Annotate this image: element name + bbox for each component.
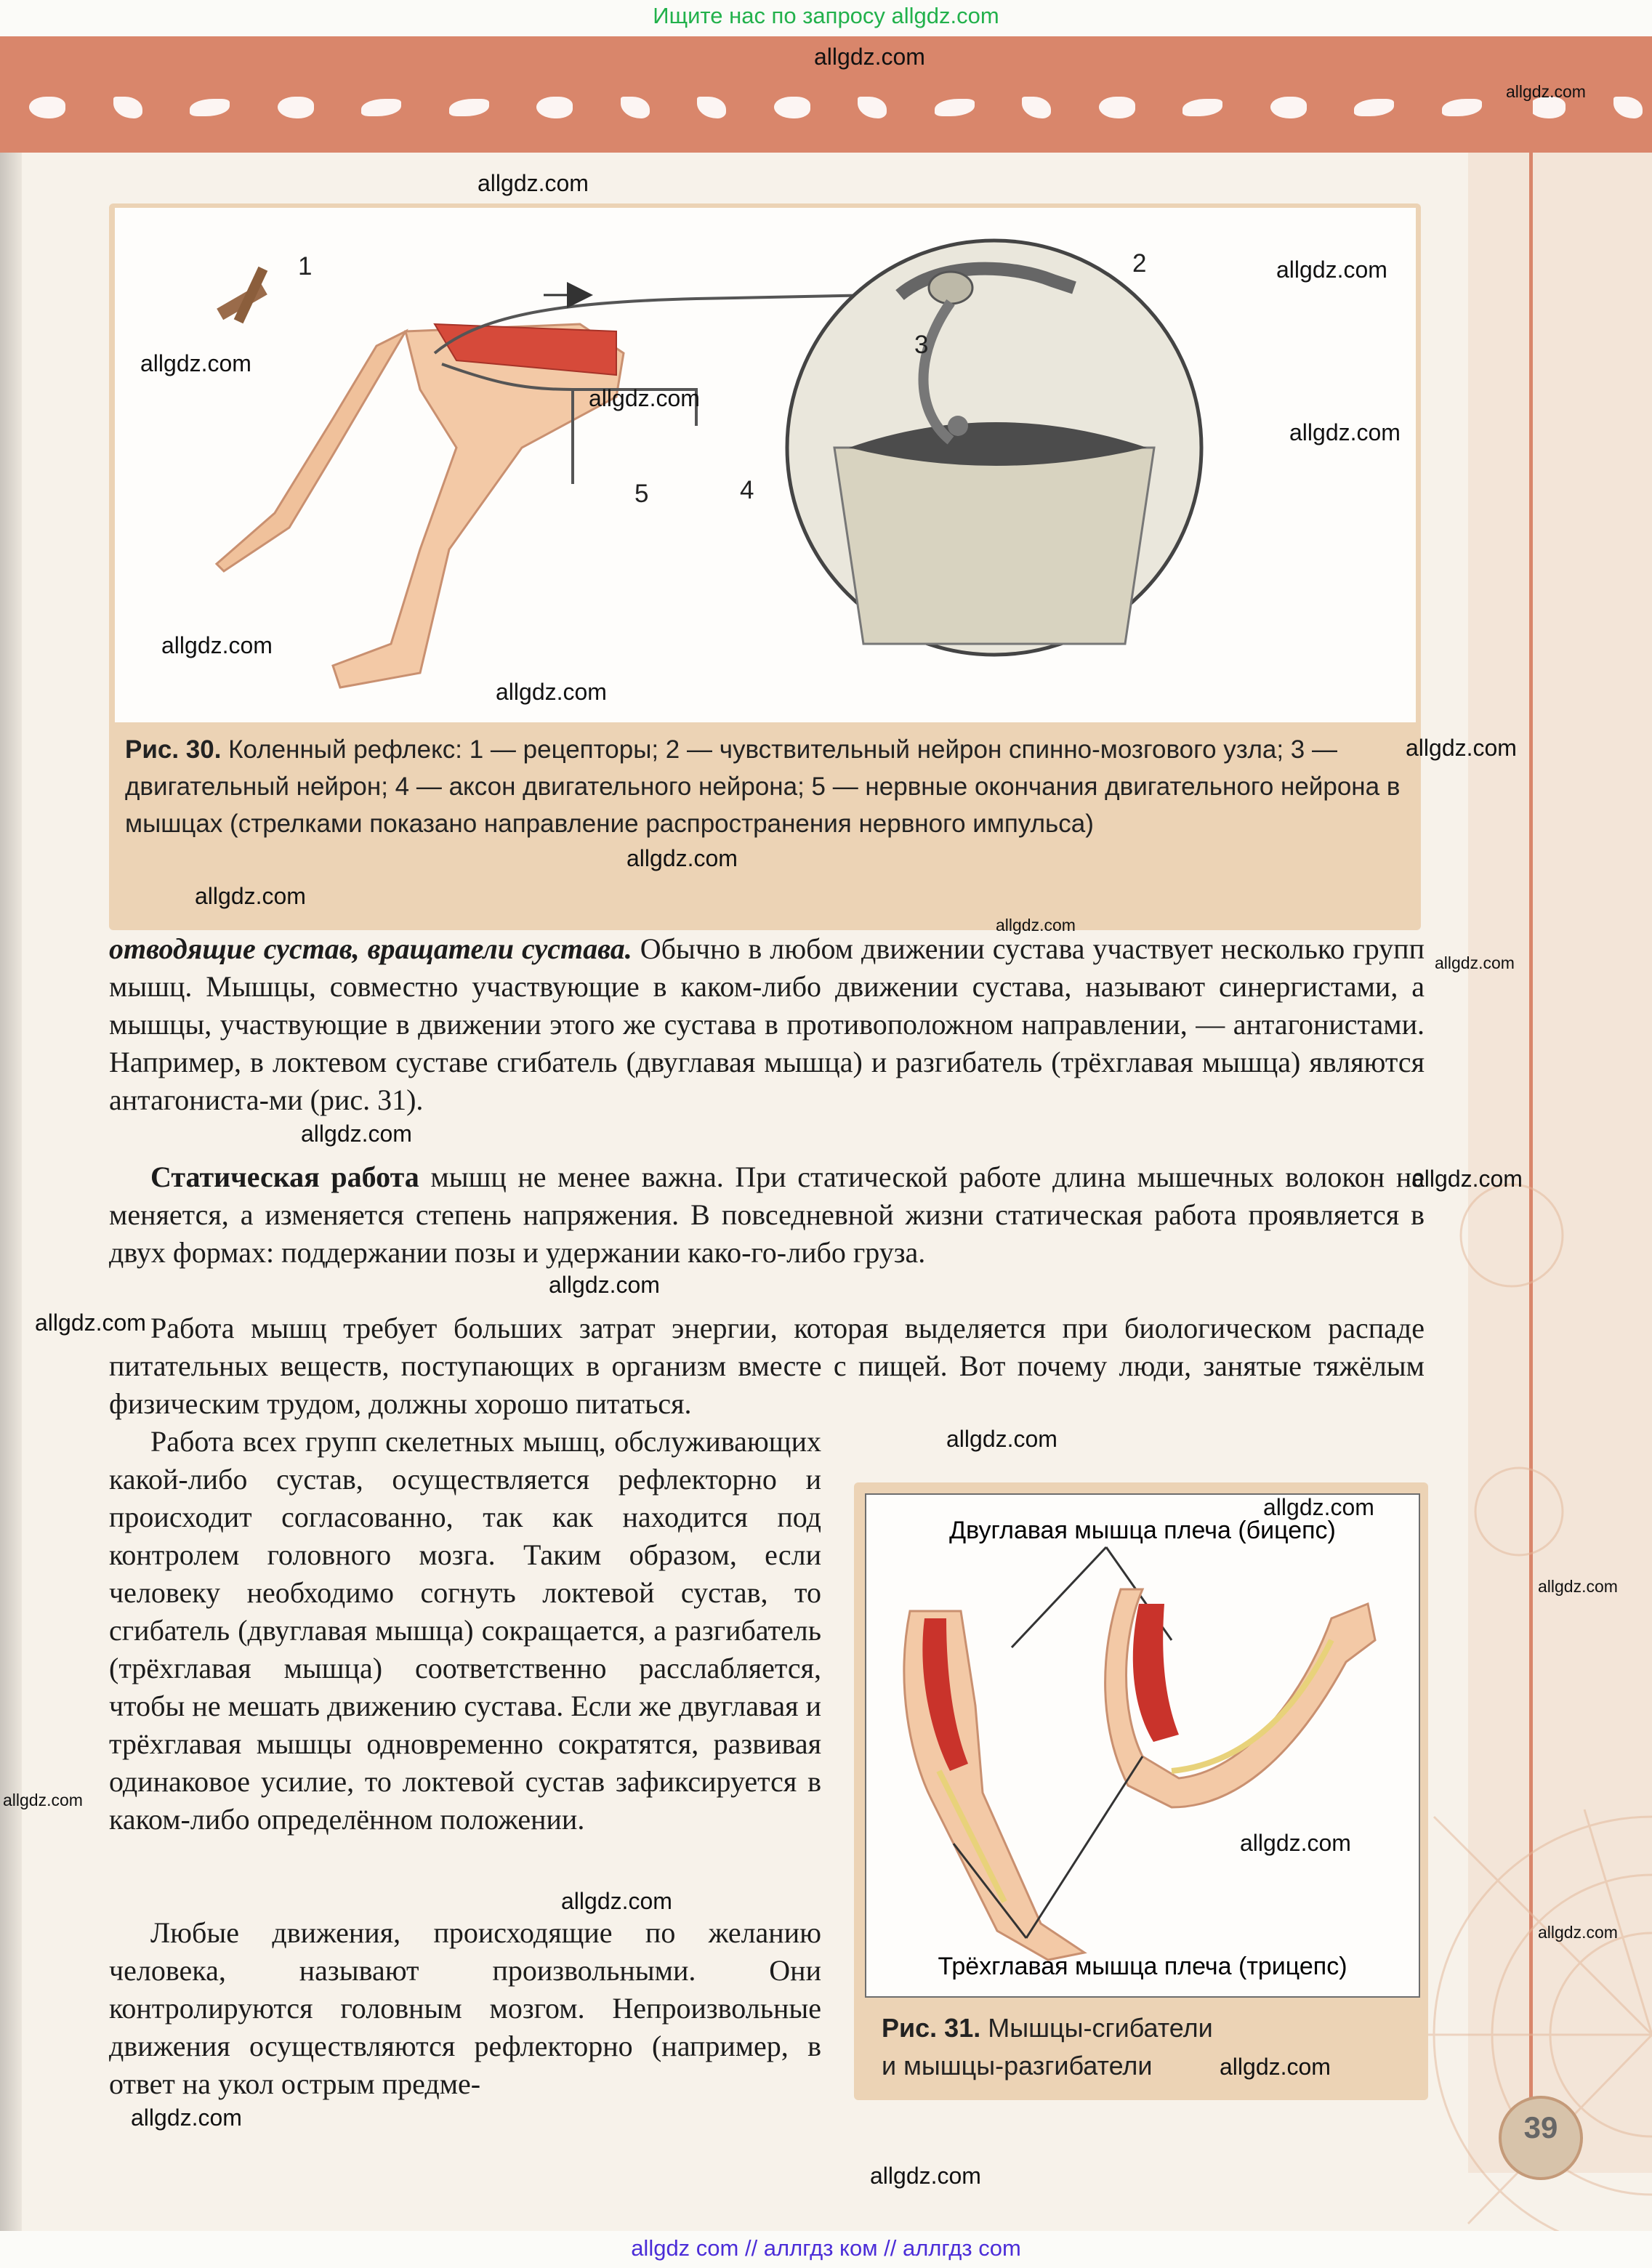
page-number: 39 — [1523, 2110, 1558, 2144]
fig30-label-3: 3 — [914, 331, 929, 359]
watermark: allgdz.com — [496, 679, 607, 705]
paragraph-2 — [109, 1158, 1425, 1272]
fig31-label-triceps: Трёхглавая мышца плеча (трицепс) — [938, 1953, 1347, 1980]
flexed-arm-drawing — [1105, 1589, 1375, 1807]
watermark: allgdz.com — [140, 350, 251, 376]
paragraph-2-text: мышц не менее важна. При статической работе длина мышечных волокон не меняется, а изменяется степень напряжения. В повседневной жизни статическая работа проявляется в двух формах: поддержании позы и удержании како-го-либо груза. — [109, 1161, 1425, 1269]
butterfly-icon — [1022, 97, 1051, 118]
paragraph-2-bold-term: Статическая работа — [150, 1161, 419, 1193]
butterfly-icon — [113, 97, 142, 118]
monkey-icon — [858, 97, 887, 118]
goose-icon — [1613, 97, 1643, 118]
figure-30-caption-prefix: Рис. 30. — [125, 735, 222, 764]
deer-icon — [536, 97, 573, 118]
watermark: allgdz.com — [814, 44, 925, 70]
fig31-label-biceps: Двуглавая мышца плеча (бицепс) — [949, 1517, 1336, 1544]
watermark: allgdz.com — [1411, 1166, 1523, 1192]
watermark: allgdz.com — [478, 170, 589, 196]
rhino-icon — [1099, 97, 1135, 118]
paragraph-4: Работа всех групп скелетных мышц, обслуживающих какой-либо сустав, осуществляется рефлекторно и происходит согласованно, так как находится под контролем головного мозга. Таким образом, если человеку необходимо согнуть локтевой сустав, то сгибатель (двуглавая мышца) сокращается, а разгибатель (трёхглавая мышца) соответственно расслабляется, чтобы не мешать движению сустава. Если же двуглавая и трёхглавая мышцы одновременно сократятся, развивая одинаковое усилие, то локтевой сустав зафиксируется в каком-либо определённом положении. — [109, 1425, 821, 1836]
paragraph-1 — [109, 930, 1425, 1119]
watermark: allgdz.com — [870, 2163, 981, 2189]
bird-icon — [1354, 99, 1394, 116]
bottom-links[interactable]: allgdz com // аллгдз ком // аллгдз com — [631, 2235, 1021, 2261]
paragraph-1-italic: отводящие сустав, вращатели сустава. — [109, 932, 632, 965]
watermark: allgdz.com — [195, 883, 306, 909]
extended-arm-drawing — [904, 1611, 1084, 1960]
rhino-icon — [29, 97, 65, 118]
top-search-link[interactable]: Ищите нас по запросу allgdz.com — [653, 3, 999, 28]
watermark: allgdz.com — [1538, 1577, 1618, 1596]
watermark: allgdz.com — [1263, 1494, 1374, 1520]
watermark: allgdz.com — [1538, 1923, 1618, 1942]
watermark: allgdz.com — [1220, 2054, 1331, 2080]
lizard-icon — [935, 99, 975, 116]
scorpion-icon — [1182, 99, 1222, 116]
dolphin-icon — [449, 99, 489, 116]
bird-icon — [361, 99, 401, 116]
goose-icon — [621, 97, 650, 118]
beetle-icon — [697, 97, 726, 118]
watermark: allgdz.com — [1289, 419, 1401, 445]
watermark: allgdz.com — [1276, 257, 1387, 283]
figure-31-caption-prefix: Рис. 31. — [882, 2013, 981, 2043]
scorpion-icon — [190, 99, 230, 116]
spinal-cord-cross-section — [787, 241, 1201, 655]
figure-31-arm-muscles-illustration — [865, 1493, 1420, 1998]
horse-icon — [278, 97, 314, 118]
watermark: allgdz.com — [549, 1272, 660, 1298]
paragraph-5: Любые движения, происходящие по желанию человека, называют произвольными. Они контролируются головным мозгом. Непроизвольные движения осуществляются рефлекторно (например, в ответ на укол острым предме- — [109, 1916, 821, 2100]
watermark: allgdz.com — [561, 1888, 672, 1914]
watermark: allgdz.com — [161, 632, 273, 658]
animal-silhouette-row — [29, 86, 1643, 129]
watermark: allgdz.com — [3, 1791, 83, 1809]
dolphin-icon — [1442, 99, 1482, 116]
fig30-label-1: 1 — [298, 252, 313, 281]
watermark: allgdz.com — [131, 2104, 242, 2131]
figure-30-caption — [125, 731, 1411, 842]
figure-30-caption-text: Коленный рефлекс: 1 — рецепторы; 2 — чувствительный нейрон спинно-мозгового узла; 3 — двигательный нейрон; 4 — аксон двигательного нейрона; 5 — нервные окончания двигательного нейрона в мышцах (стрелками показано направление распространения нервного импульса) — [125, 735, 1401, 838]
fig30-label-5: 5 — [634, 480, 649, 508]
watermark: allgdz.com — [589, 385, 700, 411]
figure-31-caption-line1: Мышцы-сгибатели — [980, 2013, 1213, 2043]
watermark: allgdz.com — [946, 1426, 1057, 1452]
leg-drawing — [217, 267, 624, 687]
watermark: allgdz.com — [626, 845, 738, 871]
watermark: allgdz.com — [1406, 735, 1517, 761]
watermark: allgdz.com — [996, 916, 1076, 935]
page-gutter — [0, 153, 22, 2260]
paragraph-1-text: Обычно в любом движении сустава участвует несколько групп мышц. Мышцы, совместно участвующие в каком-либо движении сустава, называют синергистами, а мышцы, участвующие в движении этого же сустава в противоположном направлении, — антагонистами. Например, в локтевом суставе сгибатель (двуглавая мышца) и разгибатель (трёхглавая мышца) являются антагониста-ми (рис. 31). — [109, 932, 1425, 1116]
watermark: allgdz.com — [35, 1309, 146, 1336]
fig30-label-2: 2 — [1132, 249, 1147, 278]
figure-31-caption — [882, 2009, 1419, 2085]
horse-icon — [1270, 97, 1307, 118]
bison-icon — [774, 97, 810, 118]
watermark: allgdz.com — [1506, 82, 1586, 101]
watermark: allgdz.com — [301, 1121, 412, 1147]
paragraph-3: Работа мышц требует больших затрат энергии, которая выделяется при биологическом распаде питательных веществ, поступающих в организм вместе с пищей. Вот почему люди, занятые тяжёлым физическим трудом, должны хорошо питаться. — [109, 1312, 1425, 1420]
fig30-label-4: 4 — [740, 476, 754, 504]
figure-31-caption-line2: и мышцы-разгибатели — [882, 2051, 1153, 2081]
watermark: allgdz.com — [1240, 1830, 1351, 1856]
watermark: allgdz.com — [1435, 953, 1515, 972]
figure-30-knee-reflex-illustration — [115, 208, 1416, 722]
